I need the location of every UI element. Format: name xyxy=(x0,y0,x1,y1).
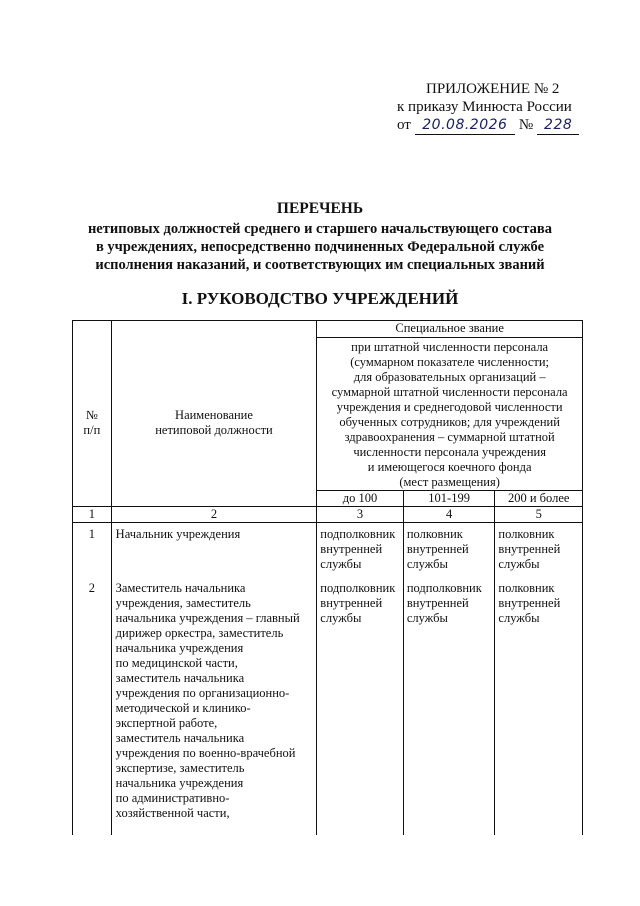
number-prefix: № xyxy=(518,117,534,133)
rank-value: подполковник внутренней службы xyxy=(406,580,482,625)
handwritten-number: 228 xyxy=(537,116,579,135)
positions-table xyxy=(72,320,583,835)
document-title: ПЕРЕЧЕНЬ xyxy=(276,200,364,217)
document-heading xyxy=(60,200,580,274)
header-rank-group: Специальное звание xyxy=(317,321,583,338)
rank-value: подполковник внутренней службы xyxy=(320,580,396,625)
header-num xyxy=(73,321,112,507)
appendix-block xyxy=(385,80,585,135)
header-range-1: до 100 xyxy=(317,491,404,507)
table-row xyxy=(73,577,583,835)
column-number: 1 xyxy=(73,507,112,523)
table-row xyxy=(73,523,583,577)
header-range-2: 101-199 xyxy=(403,491,495,507)
rank-value: полковник внутренней службы xyxy=(406,527,469,571)
row-number: 2 xyxy=(88,580,95,595)
position-name: Начальник учреждения xyxy=(115,527,241,541)
appendix-subtitle: к приказу Минюста России xyxy=(397,99,572,115)
rank-value: подполковник внутренней службы xyxy=(320,527,396,571)
rank-value: полковник внутренней службы xyxy=(498,580,561,625)
header-num-text: № п/п xyxy=(83,407,101,437)
column-number: 5 xyxy=(495,507,583,523)
row-number: 1 xyxy=(88,527,95,541)
heading-line-3: исполнения наказаний, и соответствующих им специальных званий xyxy=(95,257,545,273)
column-number: 4 xyxy=(403,507,495,523)
rank-value: полковник внутренней службы xyxy=(498,527,561,571)
date-prefix: от xyxy=(397,117,411,133)
table-header-row-1 xyxy=(73,321,583,338)
position-name: Заместитель начальника учреждения, заместитель начальника учреждения – главный дирижер оркестра, заместитель начальника учреждения по медицинской части, заместитель начальника учреждения по организационно- методической и клинико- экспертной работе, заместитель начальника учреждения по военно-врачебной экспертизе, заместитель начальника учреждения по административно- хозяйственной части, xyxy=(115,580,300,820)
column-number-row xyxy=(73,507,583,523)
heading-line-2: в учреждениях, непосредственно подчиненных Федеральной службе xyxy=(95,239,545,255)
section-title: I. РУКОВОДСТВО УЧРЕЖДЕНИЙ xyxy=(181,289,459,308)
header-range-3: 200 и более xyxy=(495,491,583,507)
appendix-date-line xyxy=(385,116,585,135)
appendix-title: ПРИЛОЖЕНИЕ № 2 xyxy=(426,81,560,97)
handwritten-date: 20.08.2026 xyxy=(415,116,515,135)
header-rank-desc: при штатной численности персонала (суммарном показателе численности; для образовательных организаций – суммарной штатной численности персонала учреждения и среднегодовой численности обученных сотрудников; для учреждений здравоохранения – суммарной штатной численности персонала учреждения и имеющегося коечного фонда (мест размещения) xyxy=(317,338,583,491)
column-number: 3 xyxy=(317,507,404,523)
header-name-text: Наименование нетиповой должности xyxy=(155,407,273,437)
heading-line-1: нетиповых должностей среднего и старшего начальствующего состава xyxy=(87,221,553,237)
column-number: 2 xyxy=(111,507,317,523)
header-name xyxy=(111,321,317,507)
